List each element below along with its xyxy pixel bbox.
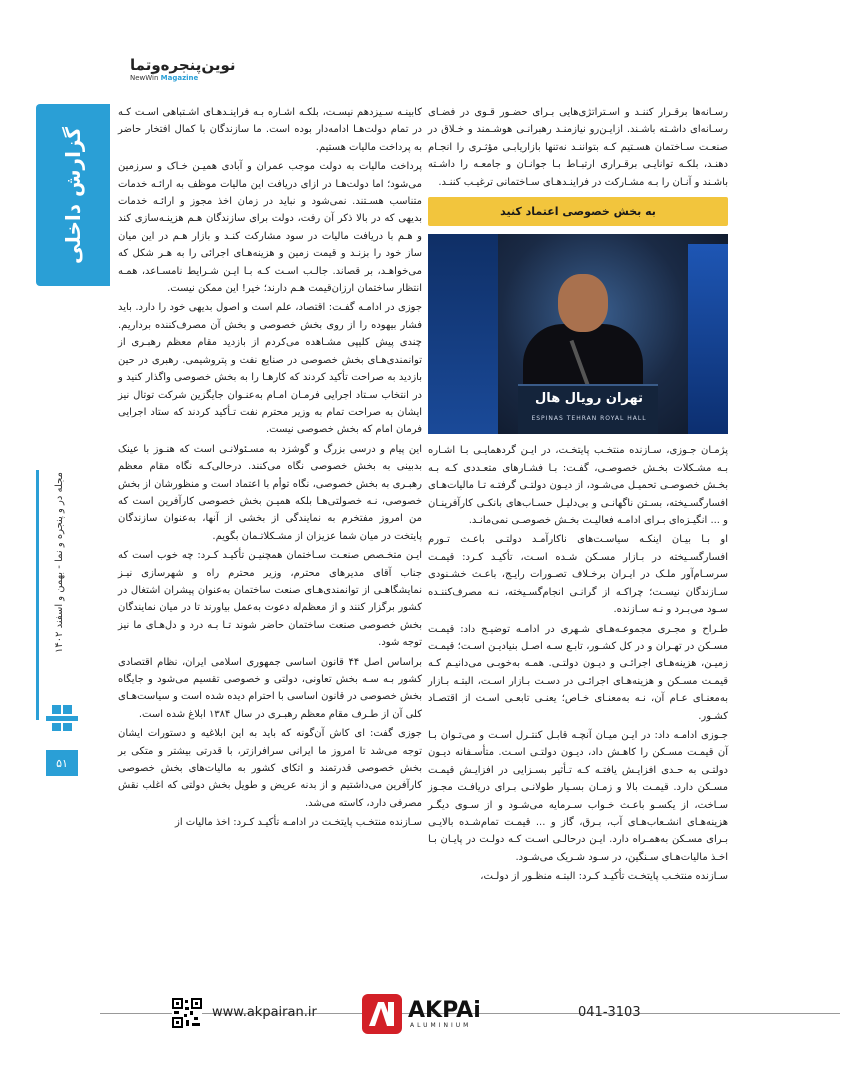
logo-mark: نوین‌پنجره‌وتما <box>130 56 236 74</box>
page-number: ۵۱ <box>46 750 78 776</box>
speaker-photo <box>428 234 728 434</box>
paragraph: او بـا بیـان اینکـه سیاسـت‌های ناکارآمـد دولتـی باعـث تـورم افسارگسـیخته در بـازار مسـکن شـده اسـت، تأکیـد کـرد: قیمـت سرسـام‌آور ملـک در ایـران برخـلاف تصـورات رایـج، باعـث خشـنودی سـازندگان نیسـت؛ چراکـه از گرانـی انجام‌گسـیخته، نـه مصرف‌کننـده سـود می‌بـرد و نـه سـازنده. <box>428 534 728 616</box>
paragraph: پرداخت مالیات به دولت موجب عمران و آبادی همیـن خـاک و سرزمین می‌شود؛ اما دولت‌هـا در ازای دریافت این مالیات موظف به ارائـه خدمات متناسب هسـتند. نمی‌شود و نباید در زمان اخذ مجوز و ارائـه خدمات بدیهی که در بالا ذکر آن رفت، دولت برای سازندگان هـم هزینـه‌سازی کند و هـم با دریافت مالیات در سود مشارکت کنـد و بازار هـم در این میان ساز خود را بزنـد و قیمت زمین و هزینه‌هـای اجرائی را به هـر شکل که می‌خواهـد، بر قصاند. جالـب اسـت کـه بـا ایـن شـرایط نامسـاعد، همـه انتظار ساختمان ارزان‌قیمت هـم دارند؛ خیر! این ممکن نیست. <box>118 161 422 295</box>
logo-subtitle <box>130 74 198 82</box>
photo-banner-right <box>688 244 728 434</box>
intro-paragraph: رسـانه‌ها برقـرار کننـد و اسـتراتژی‌هایی بـرای حضـور قـوی در فضـای رسـانه‌ای داشـته باشـند. ازایـن‌رو نیازمنـد رهبرانـی هوشـمند و خـلاق در صنعـت سـاختمان هسـتیم کـه بتواننـد نه‌تنها بازاریابـی مؤثـری را انجـام دهنـد، بلکـه توانایـی برقـراری ارتبـاط بـا جوانـان و جامعـه را داشـته باشـند و آنـان را بـه مشـارکت در فراینـدهـای سـاختمانی ترغیـب کننـد. <box>428 107 728 188</box>
website-link[interactable]: www.akpairan.ir <box>212 1005 317 1020</box>
magazine-logo <box>130 56 240 82</box>
section-title: گزارش داخلی <box>61 126 85 264</box>
issue-caption-text: مجله در و پنجره و نما - بهمن و اسفند ۱۴۰۲ <box>53 472 65 654</box>
paragraph: سـازنده منتخـب پایتخـت تأکیـد کـرد: البتـه منظـور از دولـت، <box>480 871 728 883</box>
right-column <box>428 104 728 888</box>
issue-caption <box>44 472 74 732</box>
brand-name: AKPAi <box>408 998 481 1023</box>
paragraph: سـازنده منتخـب پایتخـت در ادامـه تأکیـد کـرد: اخذ مالیات از <box>175 817 422 829</box>
magazine-mini-icon <box>46 705 78 731</box>
subheading-highlight: به بخش خصوصی اعتماد کنید <box>428 197 728 226</box>
paragraph: این پیام و درسی بزرگ و گوشزد به مسـئولانـی است که هنـوز با عینک بدبینی به بخش خصوصی نگاه می‌کنند. درحالی‌کـه نگاه مقام معظم رهبـری به بخش خصوصی، نگاه توأم با اعتماد است و منظورشان از بخش خصوصی، نـه خصولتی‌هـا بلکه همیـن بخش خصوصی کارآفرین است که من امروز مفتخرم به نمایندگی از بخشی از آنها، به‌عنوان سازندگان پایتخت در میان شما عزیزان از مشـکلاتـمان بگویم. <box>118 443 422 542</box>
logo-sub-right: Magazine <box>160 74 199 82</box>
brand-subtitle: ALUMINIUM <box>410 1022 472 1029</box>
paragraph: پژمـان جـوزی، سـازنده منتخـب پایتخـت، در ایـن گردهمایـی بـا اشـاره بـه مشـکلات بخـش خصوصـی، گفـت: بـا فشـارهای متعـددی کـه بـه بخـش خصوصـی تحمیـل می‌شـود، از دیـون دولتـی گرفتـه تـا مالیات‌هـای افسارگسـیخته، بسـتن ناگهانـی و بی‌دلیـل حسـاب‌های بانکـی کارآفرینـان و ... انگیـزه‌ای بـرای ادامـه فعالیـت بخـش خصوصـی نمی‌مانـد. <box>428 445 728 527</box>
paragraph: جوزی در ادامـه گفـت: اقتصاد، علم است و اصول بدیهی خود را دارد. باید فشار بیهوده را از روی بخش خصوصی و بخش آن مصرف‌کننده برداریم. چندی پیش کلیپی مشـاهده می‌کردم از بازدید مقام معظم رهبـری از توانمندی‌هـای بخش خصوصی در صنایع نفت و پتروشیمی. رهبری در حین بازدید به صراحت تأکید کردند که کارهـا را به بخش خصوصی واگذار کنید و در انتخاب سـتاد اجرایی فرمـان امـام به‌عنـوان جایگزین شرکت توتال نیز ایشان به صراحت تمام به وزیر محترم نفت تـأکید کردند که ستاد اجرایی فرمان امام که بخش خصوصی نیست. <box>118 302 422 436</box>
paragraph: ایـن متخـصص صنعـت سـاختمان همچنیـن تأکیـد کـرد: چه خوب است که جناب آقای مدیرهای محترم، وزیر محترم راه و شهرسازی نیـز نمایشگاهـی از توانمندی‌هـای صنعت ساختمان به‌عنوان پیشران اشتغال در کشور برگزار کنند و از معظم‌له دعوت به‌عمل بیاورند تا در میان نمایندگان بخش خصوصی صنعت ساختمان حاضر شوند تـا بـه درد و دل‌هـای ما نیز توجه شود. <box>118 550 422 649</box>
photo-banner-left <box>428 234 498 434</box>
left-column <box>118 104 422 834</box>
section-tab <box>36 104 110 286</box>
paragraph: جـوزی ادامـه داد: در ایـن میـان آنچـه قابـل کنتـرل اسـت و می‌تـوان بـا آن قیمـت مسـکن را کاهـش داد، دیـون دولتـی اسـت. متأسـفانه دیـون دولتـی به حـدی افزایـش یافتـه کـه تـأثیر بسـزایی در افزایـش قیمـت مسـکن دارد. قیمـت بالا و زمـان بسـیار طولانـی بـرای دریافـت مجـوز سـاخت، از یکسـو باعـث خـواب سـرمایه می‌شـود و از سـوی دیگـر هزینه‌هـای انشـعاب‌هـای آب، بـرق، گاز و ... قیمـت تمام‌شـده بالایـی بـرای مسـکن به‌همـراه دارد. ایـن درحالـی اسـت کـه دولـت در پایـان بـا اخـذ مالیات‌هـای سـنگین، در سـود شـریک می‌شـود. <box>428 729 728 863</box>
side-divider <box>36 470 39 720</box>
paragraph: براساس اصل ۴۴ قانون اساسی جمهوری اسلامی ایران، نظام اقتصادی کشور بـه سـه بخش تعاونی، دولتی و خصوصی تقسیم می‌شود و جایگاه بخش خصوصی در قانون اساسی با احترام دیده شده است و سیاست‌هـای کلی آن از طـرف مقام معظم رهبـری در سال ۱۳۸۴ ابلاغ شده است. <box>118 656 422 720</box>
qr-code-icon <box>172 998 202 1028</box>
podium-subtext: ESPINAS TEHRAN ROYAL HALL <box>531 415 647 423</box>
paragraph: طـراح و مجـری مجموعـه‌هـای شـهری در ادامـه توضیـح داد: قیمـت مسـکن در تهـران و در کل کشـور، تابـع سـه اصـل بنیادیـن اسـت؛ قیمـت زمیـن، هزینه‌هـای اجرائـی و دیـون دولتـی. همـه به‌خوبـی می‌دانیـم کـه قیمـت مسـکن و هزینه‌هـای اجرائـی در دسـت بـازار اسـت، البتـه بـازار به‌معنـای عـام آن، نـه به‌معنـای خـاص؛ یعنـی تابعـی اسـت از اقتصـاد کشـور. <box>428 623 728 722</box>
akpai-logo-icon <box>362 994 402 1034</box>
paragraph: جوزی گفت: ای کاش آن‌گونه که باید به این ابلاغیه و دستورات ایشان توجه می‌شد تا امروز ما ایرانی سرافرازتر، با قدرتی بیشتر و متکی بر بخش خصوصی قدرتمند و اتکای کشور به مالیات‌های بخش خصوصی کارآفرین می‌داشتیم و از بدنه عریض و طویل بخش دولتی که اغلب نقش مصرفی دارد، کاسته می‌شد. <box>118 728 422 809</box>
paragraph: کابینـه سـیزدهم نیسـت، بلکـه اشـاره بـه فراینـدهـای اشـتباهی اسـت کـه در تمام دولت‌هـا ادامه‌دار بوده است. ما سازندگان با کمال افتخار حاضر به پرداخت مالیات هستیم. <box>118 107 422 153</box>
photo-speaker-head <box>558 274 608 332</box>
phone-number: 041-3103 <box>578 1005 641 1020</box>
logo-sub-left: NewWin <box>130 74 159 82</box>
podium-text: تهران رویال هال <box>535 391 643 407</box>
